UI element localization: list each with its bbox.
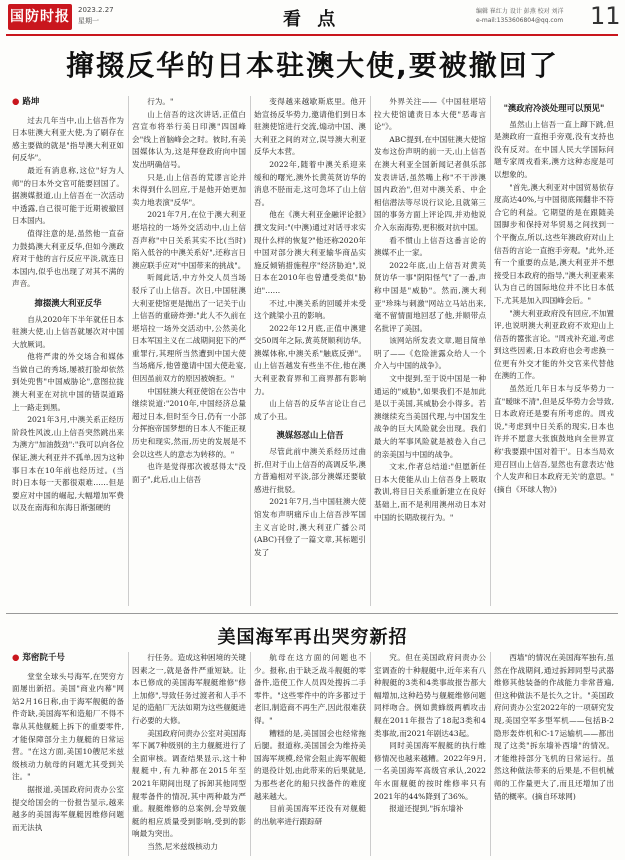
column-divider (370, 652, 371, 856)
paragraph: "首先,澳大利亚对中国贸易依存度高达40%,与中国彻底闹翻非不符合它的利益。它期望的是在跟随美国脚步和保持对华贸易之间找到一个平衡点,所以,这些年澳政府对山上信吾的言论一直抱手旁观。"此外,还有一个重要的点是,澳大利亚并不想接受日本政府的指导,"澳大利亚素来认为自己的国际地位并不比日本低下,尤其是加入四国峰会后。" (494, 182, 614, 305)
article2-column-5 (494, 652, 614, 856)
paragraph: 变得越来越歇斯底里。他开始宣扬反华势力,邀请他们到日本驻澳使馆进行交流,煽动中国、澳大利亚之间的对立,误导澳大利亚反华大本营。 (254, 97, 366, 157)
paragraph: 值得注意的是,虽然他一直奋力鼓捣澳大利亚反华,但如今澳政府对于他的言行反应平淡,就连日本国内,似乎也出现了对其不满的声音。 (12, 228, 124, 289)
article2-column-2 (132, 652, 246, 856)
article2-column-1 (12, 652, 124, 856)
article2-headline: 美国海军再出哭穷新招 (217, 627, 408, 648)
paragraph: 行任务。造成这种困境的关键因素之一,就是备件严重短缺。让本已修成的美国海军舰艇维修"修上加修",导致任务过渡者和人手不足的造船厂无法如期为这些舰艇进行必要的大修。 (132, 653, 246, 725)
paragraph: 虽然近几年日本与反华势力一直"暧昧不清",但是反华势力会导致,日本政府还是要有所考虑的。周戎说,"考虑到中日关系的现实,日本也许并不愿意大张旗鼓地向全世界宣称'我要跟中国对着干'。日本当局欢迎召回山上信吾,显然也有意表达'他个人发声和日本政府无关'的意思。"(摘自《环球人物》) (494, 384, 614, 494)
paragraph: 2021年7月,当中国驻澳大使馆发布声明痛斥山上信吾涉军国主义言论时,澳大利亚广播公司(ABC)刊登了一篇文章,其标题引发了 (254, 497, 366, 557)
article2-col4-paras (374, 652, 486, 816)
article1-column-5 (494, 96, 614, 608)
newspaper-logo: 国防时报 (8, 4, 72, 30)
paragraph: 山上信吾的反华言论让自己成了小丑。 (254, 399, 366, 421)
article1-column-1 (12, 96, 124, 608)
issue-info (78, 5, 114, 27)
article1-col5-paras (494, 119, 614, 497)
byline-text: 郑密院千号 (22, 653, 65, 663)
column-divider (128, 96, 129, 606)
paragraph: 文中提到,至于说中国是一种通运的"威胁",如果我们不是加此是以于美国,其威胁会小得多。若澳继续充当美国代理,与中国发生战争的巨大风险就会出现。我们最大的军事风险就是被卷入自己的亲美国与中国的战争。 (374, 374, 486, 459)
paragraph: 尽管此前中澳关系经历过曲折,但对于山上信吾的高调反华,澳方普遍相对平淡,部分澳媒还要敏感进行批驳。 (254, 447, 366, 494)
paragraph: 山上信吾的这次讲话,正值白宫宣布将举行美日印澳"四国峰会"线上首脑峰会之时。彼时,有美国媒体认为,这是拜登政府向中国发出明确信号。 (132, 109, 246, 169)
article2-col2-paras (132, 652, 246, 854)
paragraph: 当然,尼米兹级核动力 (147, 841, 218, 851)
paragraph: 究。但在美国政府问责办公室调查的十种舰艇中,近年来有八种舰艇的3类和4类事故报告都大幅增加,这种趋势与舰艇维修问题同样吻合。例如黄蜂级两栖攻击舰在2011年报告了18起3类和4类事故,而2021年剧达43起。 (374, 653, 486, 738)
paragraph: 他将严肃的外交场合和媒体当做自己的秀场,屡被打脸却依然到处兜售"中国威胁论",意图拉拢澳大利亚在对抗中国的错误道路上一路走到黑。 (12, 352, 124, 412)
paragraph: 航母在这方面的问题也不少。报称,由于缺乏战斗舰艇的零备件,造使工作人员四处搜拆二手零件。"这些零件中的许多都过于老旧,制造商不再生产,因此很难获得。" (254, 653, 366, 725)
paragraph: 目前美国海军还没有对舰艇的出航率进行跟踪研 (254, 804, 366, 826)
paragraph: 文末,作者总结道:"但愿新任日本大使能从山上信吾身上吸取教训,将目日关系重新建立在良好基础上,而不是利用澳州动日本对中国的长期敌视行为。" (374, 462, 486, 522)
article1-subhead-1: 撺掇澳大利亚反华 (34, 297, 102, 308)
paragraph: "澳大利亚政府没有回应,不加置评,也说明澳大利亚政府不欢迎山上信吾的嚣张言论。"周戎补充道,考虑到这些因素,日本政府也会考虑换一位更有外交才能的外交官来代替他在澳的工作。 (494, 308, 614, 381)
column-divider (250, 652, 251, 856)
paragraph: ABC提到,在中国驻澳大使馆发布这份声明的前一天,山上信吾在澳大利亚全国新闻记者俱乐部发表讲话,虽然嘴上称"不干涉澳国内政治",但对中澳关系、中企相信潜法等尽说行议论,且就第三国的事务方面上评论四,并劝他说介入东南海势,更积极对抗中国。 (374, 134, 486, 232)
paragraph: 看不惯山上信吾这番言论的澳媒不止一家。 (374, 235, 486, 258)
article-divider (6, 613, 618, 614)
article2-col3-paras (254, 652, 366, 828)
column-divider (128, 652, 129, 856)
paragraph: 不过,中澳关系的回暖并未受这个跳梁小丑的影响。 (254, 298, 366, 321)
article2-col1-paras (12, 671, 124, 835)
paragraph: 该网站所发表文章,题目简单明了——《危险泄露众给人一个介入与中国的战争》。 (374, 336, 486, 371)
paragraph: 2021年3月,中澳关系正经历阶段性风波,山上信吾突然跳出来为澳方"加油鼓劲":"我可以向各位保证,澳大利亚并不孤单,因为这种事日本在10年前也经历过。(当时)日本每一天都很艰难……但是要应对中国的崛起,大幅增加军费以及在南海和东海日渐强硬的 (12, 415, 124, 513)
paragraph: 中国驻澳大利亚使馆在公告中继续说道:"2010年,中国经济总量超过日本,但时至今日,仍有一小部分挥抱帝国梦想的日本人不能正视历史和现实,然而,历史的发展是不会以这些人的意志为转移的。" (132, 386, 246, 459)
paragraph: 也许是觉得那次被怼得太"没面子",此后,山上信吾 (132, 462, 246, 484)
article1-column-3 (254, 96, 366, 608)
paragraph: 报道还提到,"拆东墙补 (389, 804, 464, 814)
paragraph: 2022年底,山上信吾对黄英贤访华一事"阴阳怪气"了一番,声称中国是"威胁"。然而,澳大利亚"珍珠与刺激"网站立马站出来,毫不留情面地回怼了他,并顺带点名批评了美国。 (374, 260, 486, 333)
article1-column-2 (132, 96, 246, 608)
section-title: 看 点 (283, 9, 341, 30)
paragraph: 西墙"的情况在美国海军独有,虽然在作战期间,通过拆卸同型号武器维修其他装备的作战能力非常普遍,但这种做法不是长久之计。"美国政府问责办公室2022年的一项研究发现,美国空军多型军机——包括B-2隐形轰炸机和C-17运输机——都出现了这类"拆东墙补西墙"的情况。才能维持部分飞机的日常运行。虽然这种做法带来的后果是,不但机械师的工作量更大了,而且还增加了出错的概率。(摘自环球网) (494, 653, 614, 801)
paragraph: 虽然山上信吾一直上蹿下跳,但是澳政府一直抱手旁观,没有支持也没有反对。在中国人民大学国际问题专家周戎看来,澳方这种态度是可以想象的。 (494, 119, 614, 179)
paragraph: 2022年12月底,正值中澳建交50周年之际,黄英贤顺利访华。澳媒体称,中澳关系"触底反弹"。山上信吾越发有些坐不住,他在澳大利亚教育界和工商界都有影响力。 (254, 323, 366, 396)
editor-names: 编辑 崔红力 设计 彭燕 校对 刘洋 (476, 8, 564, 15)
paragraph: 同时美国海军舰艇的执行维修情况也越来越糟。2022年9月,一名美国海军高级官承认,2022年水面舰艇的按时维修率只有2021年的44%降到了36%。 (374, 741, 486, 801)
paragraph: 堂堂全球头号海军,在哭穷方面屡出新招。美国"商业内幕"网站2月16日称,由于海军舰艇的备件奇缺,美国海军和造船厂不得不靠从其他舰艇上拆下的重要零件,才能保障部分主力舰艇的日常运营。"在这方面,美国10艘尼米兹级核动力航母的问题尤其受到关注。" (12, 671, 124, 782)
paragraph: 外界关注——《中国驻堪培拉大使馆谴责日本大使"恶毒言论"》。 (374, 97, 486, 132)
masthead (0, 0, 625, 38)
page-number: 11 (590, 2, 621, 30)
byline-bullet-icon: ● (12, 653, 20, 663)
paragraph: 他在《澳大利亚金融评论报》撰文发问:"(中澳)通过对话寻求实现什么样的恢复?"他还称2020年中国对部分澳大利亚输华商品实施反倾销措施程序"经济胁迫",说日本在2010年也曾遭受类似"胁迫"…… (254, 210, 366, 295)
editor-email: e-mail:1353606804@qq.com (476, 17, 564, 24)
paragraph: 只是,山上信吾的荒谬言论并未得到什么回应,于是他开始更加卖力地表演"反华"。 (132, 172, 246, 207)
article1-subhead-3: "澳政府冷淡处理可以预见" (503, 103, 605, 113)
paragraph: 据报道,美国政府问责办公室提交给国会的一份报告显示,越来越多的美国海军舰艇因维修问题而无法执 (12, 784, 124, 832)
article1-col4-paras (374, 96, 486, 524)
article1-col2-paras (132, 96, 246, 486)
article1-col3b-paras (254, 446, 366, 559)
article2-column-4 (374, 652, 486, 856)
article1-subhead-2: 澳媒怒怼山上信吾 (276, 430, 344, 441)
paragraph: 美国政府问责办公室对美国海军下属7种级别的主力舰艇进行了全面审核。调查结果显示,这十种舰艇中,有九种都在2015年至2021年期间出现了拆卸其他同型舰零备件的情况,其中两种最为严重。舰艇维修的总案例,会导致舰艇的相应质量受到影响,受到的影响最为突出。 (132, 728, 246, 839)
paragraph: 2021年7月,在位于澳大利亚堪培拉的一场外交活动中,山上信吾声称"中日关系其实不比(当时)陷入低谷的中澳关系好",还称言日澳应联手应对"中国带来的挑战"。 (132, 210, 246, 270)
article1-column-4 (374, 96, 486, 608)
article1-col1b-paras (12, 314, 124, 516)
paragraph: 行为。" (147, 97, 174, 106)
paragraph: 自从2020年下半年就任日本驻澳大使,山上信吾就屡次对中国大放厥词。 (12, 314, 124, 349)
editor-credits (476, 7, 586, 25)
paragraph: 过去几年当中,山上信吾作为日本驻澳大利亚大使,为了刷存在感主要做的就是"指导澳大利亚如何反华"。 (12, 115, 124, 163)
article1-col3-paras (254, 96, 366, 423)
article2-column-3 (254, 652, 366, 856)
issue-weekday: 星期一 (78, 17, 99, 25)
masthead-rule (6, 34, 618, 36)
paragraph: 听闻此话,中方外交人员当场驳斥了山上信吾。次日,中国驻澳大利亚使馆更是抛出了一记关于山上信吾的重磅炸弹:"此人不久前在堪培拉一场外交活动中,公然美化日本军国主义在二战期间犯下的严重罪行,其理所当然遭到中国大使当场痛斥,他曾邀请中国大使赴宴,但因虽前双方的原因被婉拒。" (132, 273, 246, 384)
column-divider (490, 96, 491, 606)
paragraph: 最近有消息称,这位"好为人师"的日本外交官可能要回国了。据澳媒报道,山上信吾在一次活动中透露,自己很可能于近期被撤回日本国内。 (12, 165, 124, 226)
byline-bullet-icon: ● (12, 97, 20, 107)
article2-col5-paras (494, 652, 614, 803)
byline-text: 路坤 (22, 97, 40, 107)
article1-byline (12, 96, 124, 109)
column-divider (490, 652, 491, 856)
column-divider (250, 96, 251, 606)
paragraph: 糟糕的是,美国国会也经常拖后腿。报道称,美国国会为维持美国海军规模,经常会阻止海军舰艇的退役计划,由此带来的后果就是,为那些老化的船只找备件的难度越来越大。 (254, 728, 366, 801)
issue-date: 2023.2.27 (78, 6, 114, 14)
article2-byline (12, 652, 124, 665)
article1-headline: 撺掇反华的日本驻澳大使,要被撤回了 (66, 49, 559, 82)
paragraph: 2022年,随着中澳关系迎来缓和的曙光,澳外长黄英贤访华的消息不胫而走,这可急坏了山上信吾。 (254, 159, 366, 207)
article1-col1-paras (12, 115, 124, 291)
column-divider (370, 96, 371, 606)
